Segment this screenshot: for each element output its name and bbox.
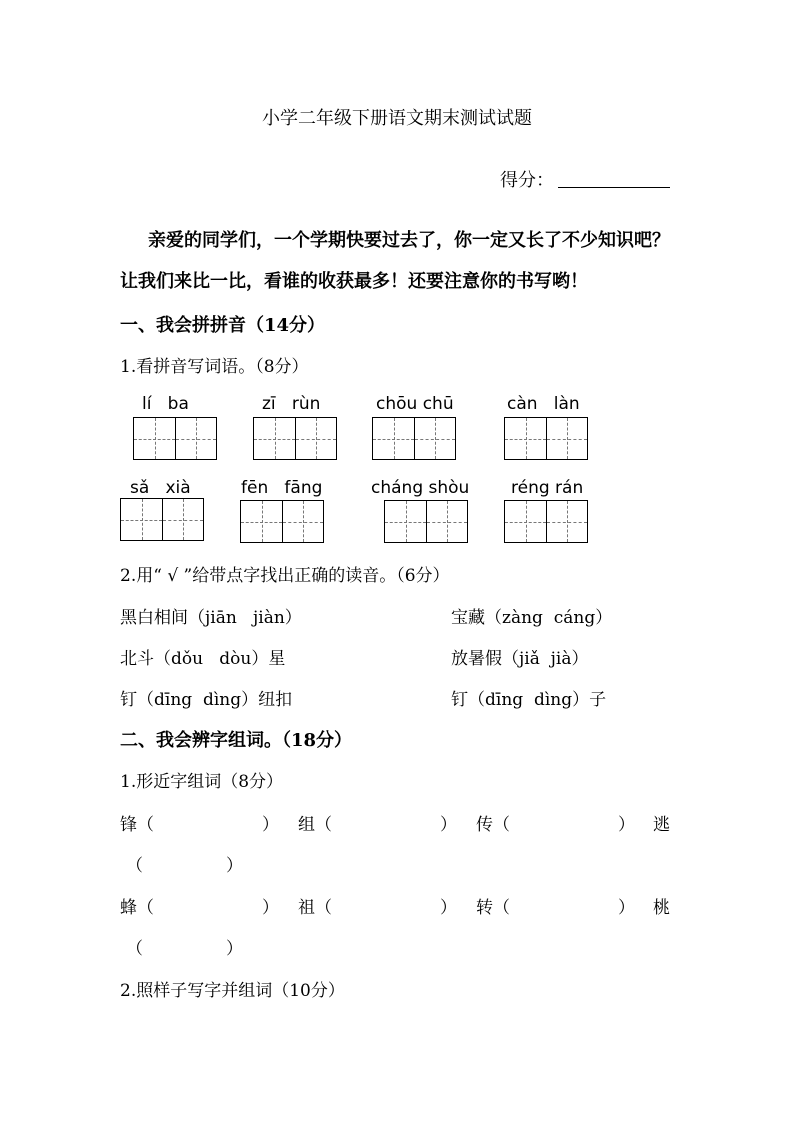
word-char: 锋（ <box>120 815 154 835</box>
pinyin-label: càn làn <box>507 394 580 414</box>
question-2-2-label: 2.照样子写字并组词（10分） <box>120 981 345 1001</box>
blank-close[interactable]: ） <box>618 898 635 918</box>
reading-choice-item[interactable]: 放暑假（jiǎ jià） <box>451 649 589 669</box>
writing-grid[interactable] <box>240 500 324 543</box>
blank-close[interactable]: ） <box>226 856 243 876</box>
pinyin-label: zī rùn <box>262 394 321 414</box>
pinyin-label: cháng shòu <box>371 478 470 498</box>
reading-choice-item[interactable]: 钉（dīng dìng）纽扣 <box>120 690 293 710</box>
writing-grid[interactable] <box>504 417 588 460</box>
blank-close[interactable]: ） <box>440 815 457 835</box>
word-char: 逃 <box>653 815 670 835</box>
blank-open[interactable]: （ <box>126 939 143 959</box>
word-char: 转（ <box>476 898 510 918</box>
reading-choice-item[interactable]: 宝藏（zàng cáng） <box>451 608 613 628</box>
writing-grid[interactable] <box>504 500 588 543</box>
blank-close[interactable]: ） <box>618 815 635 835</box>
intro-line-2: 让我们来比一比，看谁的收获最多！还要注意你的书写哟！ <box>120 271 588 292</box>
section-1-heading: 一、我会拼拼音（14分） <box>120 315 326 336</box>
blank-close[interactable]: ） <box>262 815 279 835</box>
pinyin-label: chōu chū <box>376 394 454 414</box>
reading-choice-item[interactable]: 钉（dīng dìng）子 <box>451 690 607 710</box>
pinyin-label: fēn fāng <box>241 478 323 498</box>
word-char: 桃 <box>653 898 670 918</box>
question-1-1-label: 1.看拼音写词语。（8分） <box>120 357 309 377</box>
intro-line-1: 亲爱的同学们，一个学期快要过去了，你一定又长了不少知识吧？ <box>148 230 670 251</box>
score-label: 得分： <box>500 170 554 191</box>
blank-close[interactable]: ） <box>262 898 279 918</box>
question-1-2-label: 2.用“ √ ”给带点字找出正确的读音。（6分） <box>120 566 450 586</box>
writing-grid[interactable] <box>133 417 217 460</box>
word-char: 蜂（ <box>120 898 154 918</box>
blank-open[interactable]: （ <box>126 856 143 876</box>
page-title: 小学二年级下册语文期末测试试题 <box>262 108 532 129</box>
writing-grid[interactable] <box>384 500 468 543</box>
writing-grid[interactable] <box>372 417 456 460</box>
word-char: 组（ <box>298 815 332 835</box>
section-2-heading: 二、我会辨字组词。（18分） <box>120 730 353 751</box>
score-blank-line[interactable] <box>558 187 670 188</box>
writing-grid[interactable] <box>253 417 337 460</box>
reading-choice-item[interactable]: 北斗（dǒu dòu）星 <box>120 649 286 669</box>
pinyin-label: lí ba <box>142 394 189 414</box>
pinyin-label: sǎ xià <box>130 478 191 498</box>
pinyin-label: réng rán <box>511 478 584 498</box>
blank-close[interactable]: ） <box>226 939 243 959</box>
reading-choice-item[interactable]: 黑白相间（jiān jiàn） <box>120 608 302 628</box>
writing-grid[interactable] <box>120 498 204 541</box>
blank-close[interactable]: ） <box>440 898 457 918</box>
word-char: 传（ <box>476 815 510 835</box>
word-char: 祖（ <box>298 898 332 918</box>
question-2-1-label: 1.形近字组词（8分） <box>120 772 284 792</box>
